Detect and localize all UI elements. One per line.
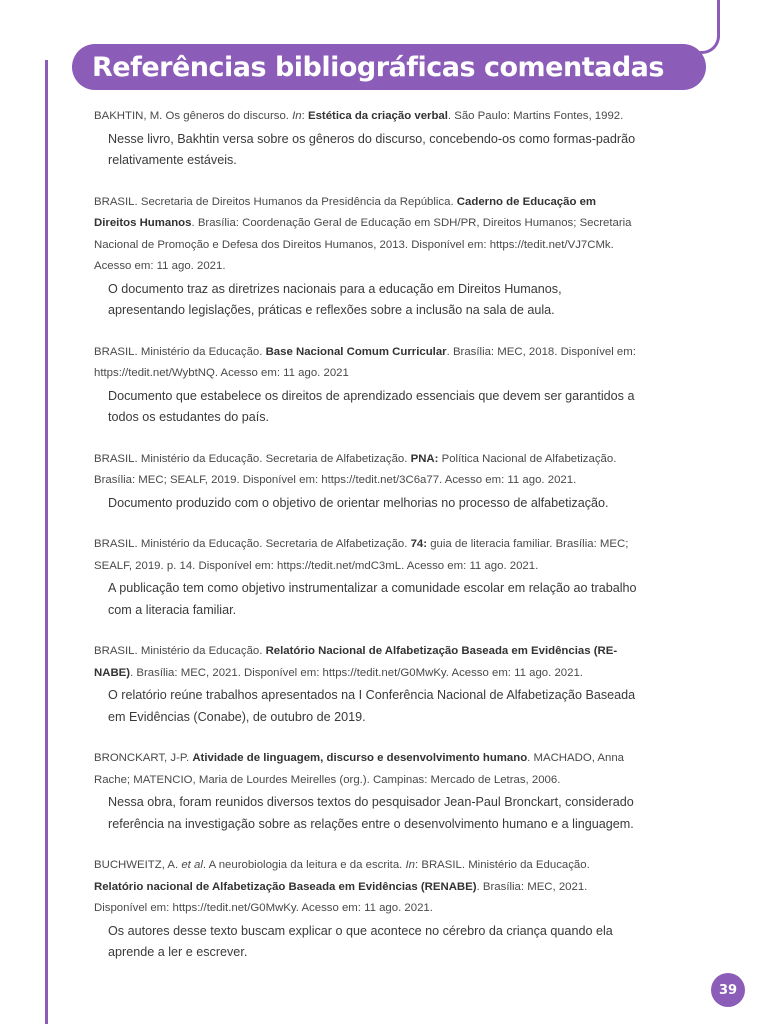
- reference-entry: [94, 106, 640, 172]
- reference-citation: BAKHTIN, M. Os gêneros do discurso. In: Estética da criação verbal. São Paulo: Martins Fontes, 1992.: [94, 110, 624, 122]
- reference-citation: BUCHWEITZ, A. et al. A neurobiologia da leitura e da escrita. In: BRASIL. Ministério da Educação. Relatório nacional de Alfabetização Baseada em Evidências (RENABE). Brasília: MEC, 2021. Disponível em: https://tedit.net/G0MwKy. Acesso em: 11 ago. 2021.: [94, 859, 590, 914]
- page-number-badge: [711, 973, 745, 1007]
- reference-comment: Documento produzido com o objetivo de orientar melhorias no processo de alfabetização.: [108, 495, 609, 510]
- reference-citation: BRASIL. Ministério da Educação. Base Nacional Comum Curricular. Brasília: MEC, 2018. Disponível em: https://tedit.net/WybtNQ. Acesso em: 11 ago. 2021: [94, 345, 636, 379]
- reference-citation: BRASIL. Ministério da Educação. Relatório Nacional de Alfabetização Baseada em Evidências (RE-NABE). Brasília: MEC, 2021. Disponível em: https://tedit.net/G0MwKy. Acesso em: 11 ago. 2021.: [94, 645, 618, 679]
- reference-comment: Nesse livro, Bakhtin versa sobre os gêneros do discurso, concebendo-os como formas-padrão relativamente estáveis.: [108, 131, 636, 167]
- reference-comment: O relatório reúne trabalhos apresentados na I Conferência Nacional de Alfabetização Baseada em Evidências (Conabe), de outubro de 2019.: [108, 688, 636, 724]
- reference-citation: BRASIL. Secretaria de Direitos Humanos da Presidência da República. Caderno de Educação em Direitos Humanos. Brasília: Coordenação Geral de Educação em SDH/PR, Direitos Humanos; Secretaria Nacional de Promoção e Defesa dos Direitos Humanos, 2013. Disponível em: https://tedit.net/VJ7CMk. Acesso em: 11 ago. 2021.: [94, 195, 632, 272]
- reference-entry: [94, 748, 640, 835]
- reference-entry: [94, 534, 640, 621]
- reference-comment: Os autores desse texto buscam explicar o que acontece no cérebro da criança quando ela aprende a ler e escrever.: [108, 923, 613, 959]
- reference-entry: [94, 449, 640, 515]
- reference-entry: [94, 342, 640, 429]
- reference-comment: Documento que estabelece os direitos de aprendizado essenciais que devem ser garantidos a todos os estudantes do país.: [108, 388, 635, 424]
- reference-entry: [94, 192, 640, 322]
- reference-comment: A publicação tem como objetivo instrumentalizar a comunidade escolar em relação ao trabalho com a literacia familiar.: [108, 581, 637, 617]
- reference-citation: BRASIL. Ministério da Educação. Secretaria de Alfabetização. 74: guia de literacia familiar. Brasília: MEC; SEALF, 2019. p. 14. Disponível em: https://tedit.net/mdC3mL. Acesso em: 11 ago. 2021.: [94, 538, 629, 572]
- reference-entry: [94, 855, 640, 964]
- reference-comment: Nessa obra, foram reunidos diversos textos do pesquisador Jean-Paul Bronckart, considerado referência na investigação sobre as relações entre o desenvolvimento humano e a linguagem.: [108, 795, 634, 831]
- page-title: Referências bibliográficas comentadas: [92, 51, 664, 83]
- reference-comment: O documento traz as diretrizes nacionais para a educação em Direitos Humanos, apresentando legislações, práticas e reflexões sobre a inclusão na sala de aula.: [108, 281, 562, 317]
- reference-entry: [94, 641, 640, 728]
- title-banner: [72, 44, 706, 90]
- reference-citation: BRONCKART, J-P. Atividade de linguagem, discurso e desenvolvimento humano. MACHADO, Anna Rache; MATENCIO, Maria de Lourdes Meirelles (org.). Campinas: Mercado de Letras, 2006.: [94, 752, 625, 786]
- reference-citation: BRASIL. Ministério da Educação. Secretaria de Alfabetização. PNA: Política Nacional de Alfabetização. Brasília: MEC; SEALF, 2019. Disponível em: https://tedit.net/3C6a77. Acesso em: 11 ago. 2021.: [94, 452, 617, 486]
- reference-list: [94, 106, 640, 984]
- frame-line-left: [45, 60, 48, 1024]
- page-number: 39: [718, 982, 738, 998]
